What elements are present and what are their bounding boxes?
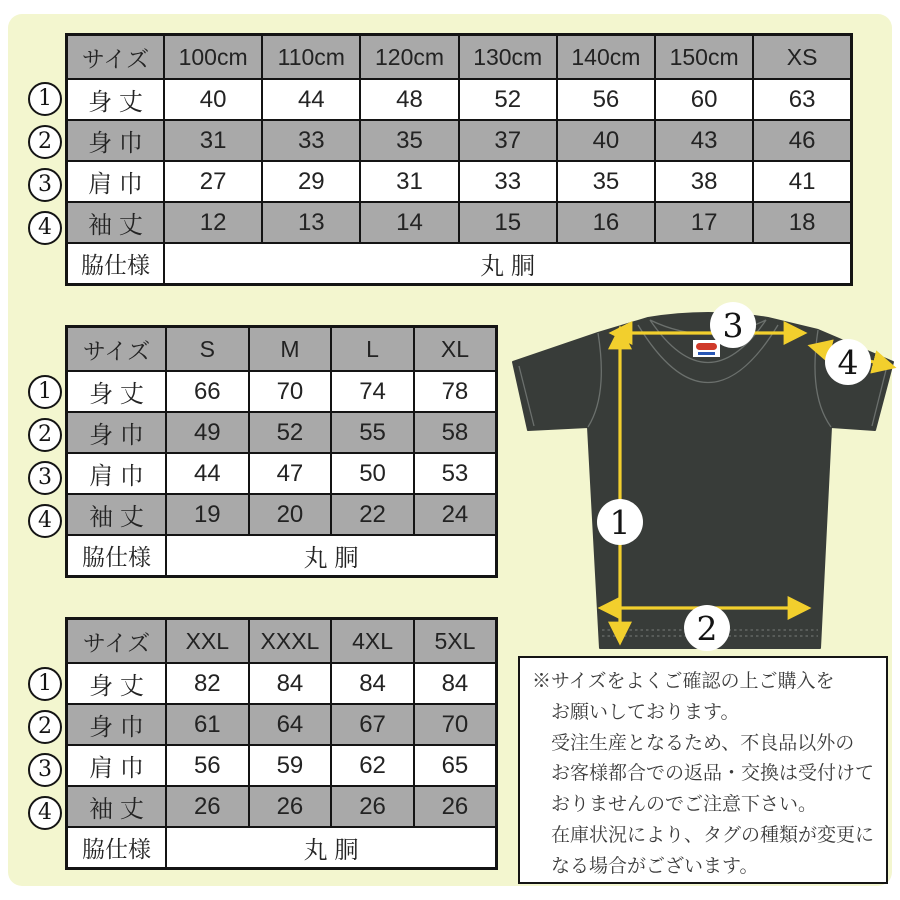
measurement-value: 70 xyxy=(414,704,497,745)
measurement-value: 33 xyxy=(459,161,557,202)
row-marker-3: 3 xyxy=(28,168,62,202)
measurement-value: 84 xyxy=(414,663,497,704)
measurement-value: 47 xyxy=(249,453,332,494)
size-column-header: XXXL xyxy=(249,619,332,664)
size-column-header: 130cm xyxy=(459,35,557,80)
row-marker-4: 4 xyxy=(28,211,62,245)
measurement-value: 63 xyxy=(753,79,851,120)
table-row xyxy=(67,120,852,161)
size-column-header: XL xyxy=(414,327,497,372)
side-spec-value: 丸 胴 xyxy=(164,243,852,284)
measurement-value: 40 xyxy=(557,120,655,161)
measurement-value: 22 xyxy=(331,494,414,535)
measurement-value: 55 xyxy=(331,412,414,453)
measurement-label: 袖 丈 xyxy=(67,786,167,827)
row-marker-3: 3 xyxy=(28,461,62,495)
table-footer-row xyxy=(67,827,497,868)
side-spec-value: 丸 胴 xyxy=(166,535,497,576)
table-row xyxy=(67,663,497,704)
measurement-value: 26 xyxy=(414,786,497,827)
side-spec-label: 脇仕様 xyxy=(67,827,167,868)
measurement-value: 31 xyxy=(164,120,262,161)
table-row xyxy=(67,786,497,827)
measurement-value: 14 xyxy=(360,202,458,243)
table-row xyxy=(67,745,497,786)
measurement-value: 38 xyxy=(655,161,753,202)
measurement-value: 33 xyxy=(262,120,360,161)
diagram-marker-2-label: 2 xyxy=(696,609,718,648)
diagram-marker-4-label: 4 xyxy=(837,343,859,382)
measurement-value: 44 xyxy=(262,79,360,120)
diagram-marker-3-label: 3 xyxy=(722,306,744,345)
table-row xyxy=(67,202,852,243)
table-row xyxy=(67,453,497,494)
notice-line: 在庫状況により、タグの種類が変更に xyxy=(551,824,875,846)
size-column-header: M xyxy=(249,327,332,372)
row-marker-2: 2 xyxy=(28,125,62,159)
side-spec-label: 脇仕様 xyxy=(67,535,167,576)
measurement-value: 52 xyxy=(249,412,332,453)
measurement-value: 50 xyxy=(331,453,414,494)
measurement-value: 18 xyxy=(753,202,851,243)
notice-line: なる場合がございます。 xyxy=(551,855,759,877)
measurement-label: 身 丈 xyxy=(67,79,165,120)
measurement-value: 43 xyxy=(655,120,753,161)
size-column-header: 5XL xyxy=(414,619,497,664)
row-marker-2: 2 xyxy=(28,418,62,452)
size-column-header: 120cm xyxy=(360,35,458,80)
measurement-value: 40 xyxy=(164,79,262,120)
measurement-value: 16 xyxy=(557,202,655,243)
measurement-value: 53 xyxy=(414,453,497,494)
measurement-value: 48 xyxy=(360,79,458,120)
measurement-value: 78 xyxy=(414,371,497,412)
size-header-corner: サイズ xyxy=(67,327,167,372)
measurement-value: 52 xyxy=(459,79,557,120)
measurement-value: 61 xyxy=(166,704,249,745)
row-marker-2: 2 xyxy=(28,710,62,744)
table-footer-row xyxy=(67,243,852,284)
measurement-label: 肩 巾 xyxy=(67,161,165,202)
size-column-header: 4XL xyxy=(331,619,414,664)
measurement-value: 20 xyxy=(249,494,332,535)
size-header-corner: サイズ xyxy=(67,619,167,664)
size-table-big xyxy=(65,617,498,870)
measurement-value: 26 xyxy=(331,786,414,827)
diagram-marker-1-label: 1 xyxy=(609,503,631,542)
side-spec-label: 脇仕様 xyxy=(67,243,165,284)
measurement-label: 肩 巾 xyxy=(67,453,167,494)
measurement-value: 19 xyxy=(166,494,249,535)
measurement-value: 44 xyxy=(166,453,249,494)
measurement-value: 17 xyxy=(655,202,753,243)
row-marker-3: 3 xyxy=(28,753,62,787)
measurement-value: 12 xyxy=(164,202,262,243)
size-column-header: S xyxy=(166,327,249,372)
measurement-value: 56 xyxy=(557,79,655,120)
measurement-value: 41 xyxy=(753,161,851,202)
notice-line: おりませんのでご注意下さい。 xyxy=(551,794,818,816)
brand-tag xyxy=(693,340,720,357)
size-header-corner: サイズ xyxy=(67,35,165,80)
size-table-adult xyxy=(65,325,498,578)
size-column-header: 140cm xyxy=(557,35,655,80)
table-row xyxy=(67,494,497,535)
measurement-label: 身 巾 xyxy=(67,412,167,453)
measurement-value: 37 xyxy=(459,120,557,161)
table-row xyxy=(67,79,852,120)
table-row xyxy=(67,371,497,412)
t-shirt-diagram xyxy=(505,300,900,655)
measurement-value: 84 xyxy=(331,663,414,704)
measurement-value: 64 xyxy=(249,704,332,745)
measurement-value: 26 xyxy=(249,786,332,827)
measurement-value: 70 xyxy=(249,371,332,412)
measurement-value: 67 xyxy=(331,704,414,745)
size-column-header: XXL xyxy=(166,619,249,664)
row-marker-1: 1 xyxy=(28,82,62,116)
measurement-label: 身 丈 xyxy=(67,663,167,704)
measurement-value: 84 xyxy=(249,663,332,704)
measurement-label: 袖 丈 xyxy=(67,494,167,535)
measurement-value: 60 xyxy=(655,79,753,120)
notice-line: ※サイズをよくご確認の上ご購入を xyxy=(532,671,835,692)
notice-line: お客様都合での返品・交換は受付けて xyxy=(551,763,875,785)
measurement-value: 35 xyxy=(557,161,655,202)
notice-box xyxy=(518,656,888,884)
measurement-value: 29 xyxy=(262,161,360,202)
measurement-value: 26 xyxy=(166,786,249,827)
measurement-value: 58 xyxy=(414,412,497,453)
measurement-value: 27 xyxy=(164,161,262,202)
size-column-header: XS xyxy=(753,35,851,80)
table-row xyxy=(67,161,852,202)
size-table-kids xyxy=(65,33,853,286)
size-column-header: 100cm xyxy=(164,35,262,80)
measurement-label: 身 巾 xyxy=(67,704,167,745)
notice-line: お願いしております。 xyxy=(551,701,740,723)
notice-line: 受注生産となるため、不良品以外の xyxy=(551,732,855,754)
measurement-value: 15 xyxy=(459,202,557,243)
measurement-label: 身 丈 xyxy=(67,371,167,412)
measurement-value: 35 xyxy=(360,120,458,161)
measurement-label: 袖 丈 xyxy=(67,202,165,243)
measurement-value: 62 xyxy=(331,745,414,786)
size-column-header: L xyxy=(331,327,414,372)
row-marker-1: 1 xyxy=(28,667,62,701)
measurement-value: 13 xyxy=(262,202,360,243)
side-spec-value: 丸 胴 xyxy=(166,827,497,868)
measurement-label: 肩 巾 xyxy=(67,745,167,786)
table-row xyxy=(67,704,497,745)
measurement-label: 身 巾 xyxy=(67,120,165,161)
size-column-header: 150cm xyxy=(655,35,753,80)
measurement-value: 24 xyxy=(414,494,497,535)
measurement-value: 65 xyxy=(414,745,497,786)
measurement-value: 31 xyxy=(360,161,458,202)
row-marker-4: 4 xyxy=(28,504,62,538)
row-marker-4: 4 xyxy=(28,796,62,830)
size-column-header: 110cm xyxy=(262,35,360,80)
measurement-value: 82 xyxy=(166,663,249,704)
row-marker-1: 1 xyxy=(28,375,62,409)
measurement-value: 56 xyxy=(166,745,249,786)
measurement-value: 74 xyxy=(331,371,414,412)
measurement-value: 66 xyxy=(166,371,249,412)
table-footer-row xyxy=(67,535,497,576)
measurement-value: 46 xyxy=(753,120,851,161)
measurement-value: 49 xyxy=(166,412,249,453)
measurement-value: 59 xyxy=(249,745,332,786)
table-row xyxy=(67,412,497,453)
